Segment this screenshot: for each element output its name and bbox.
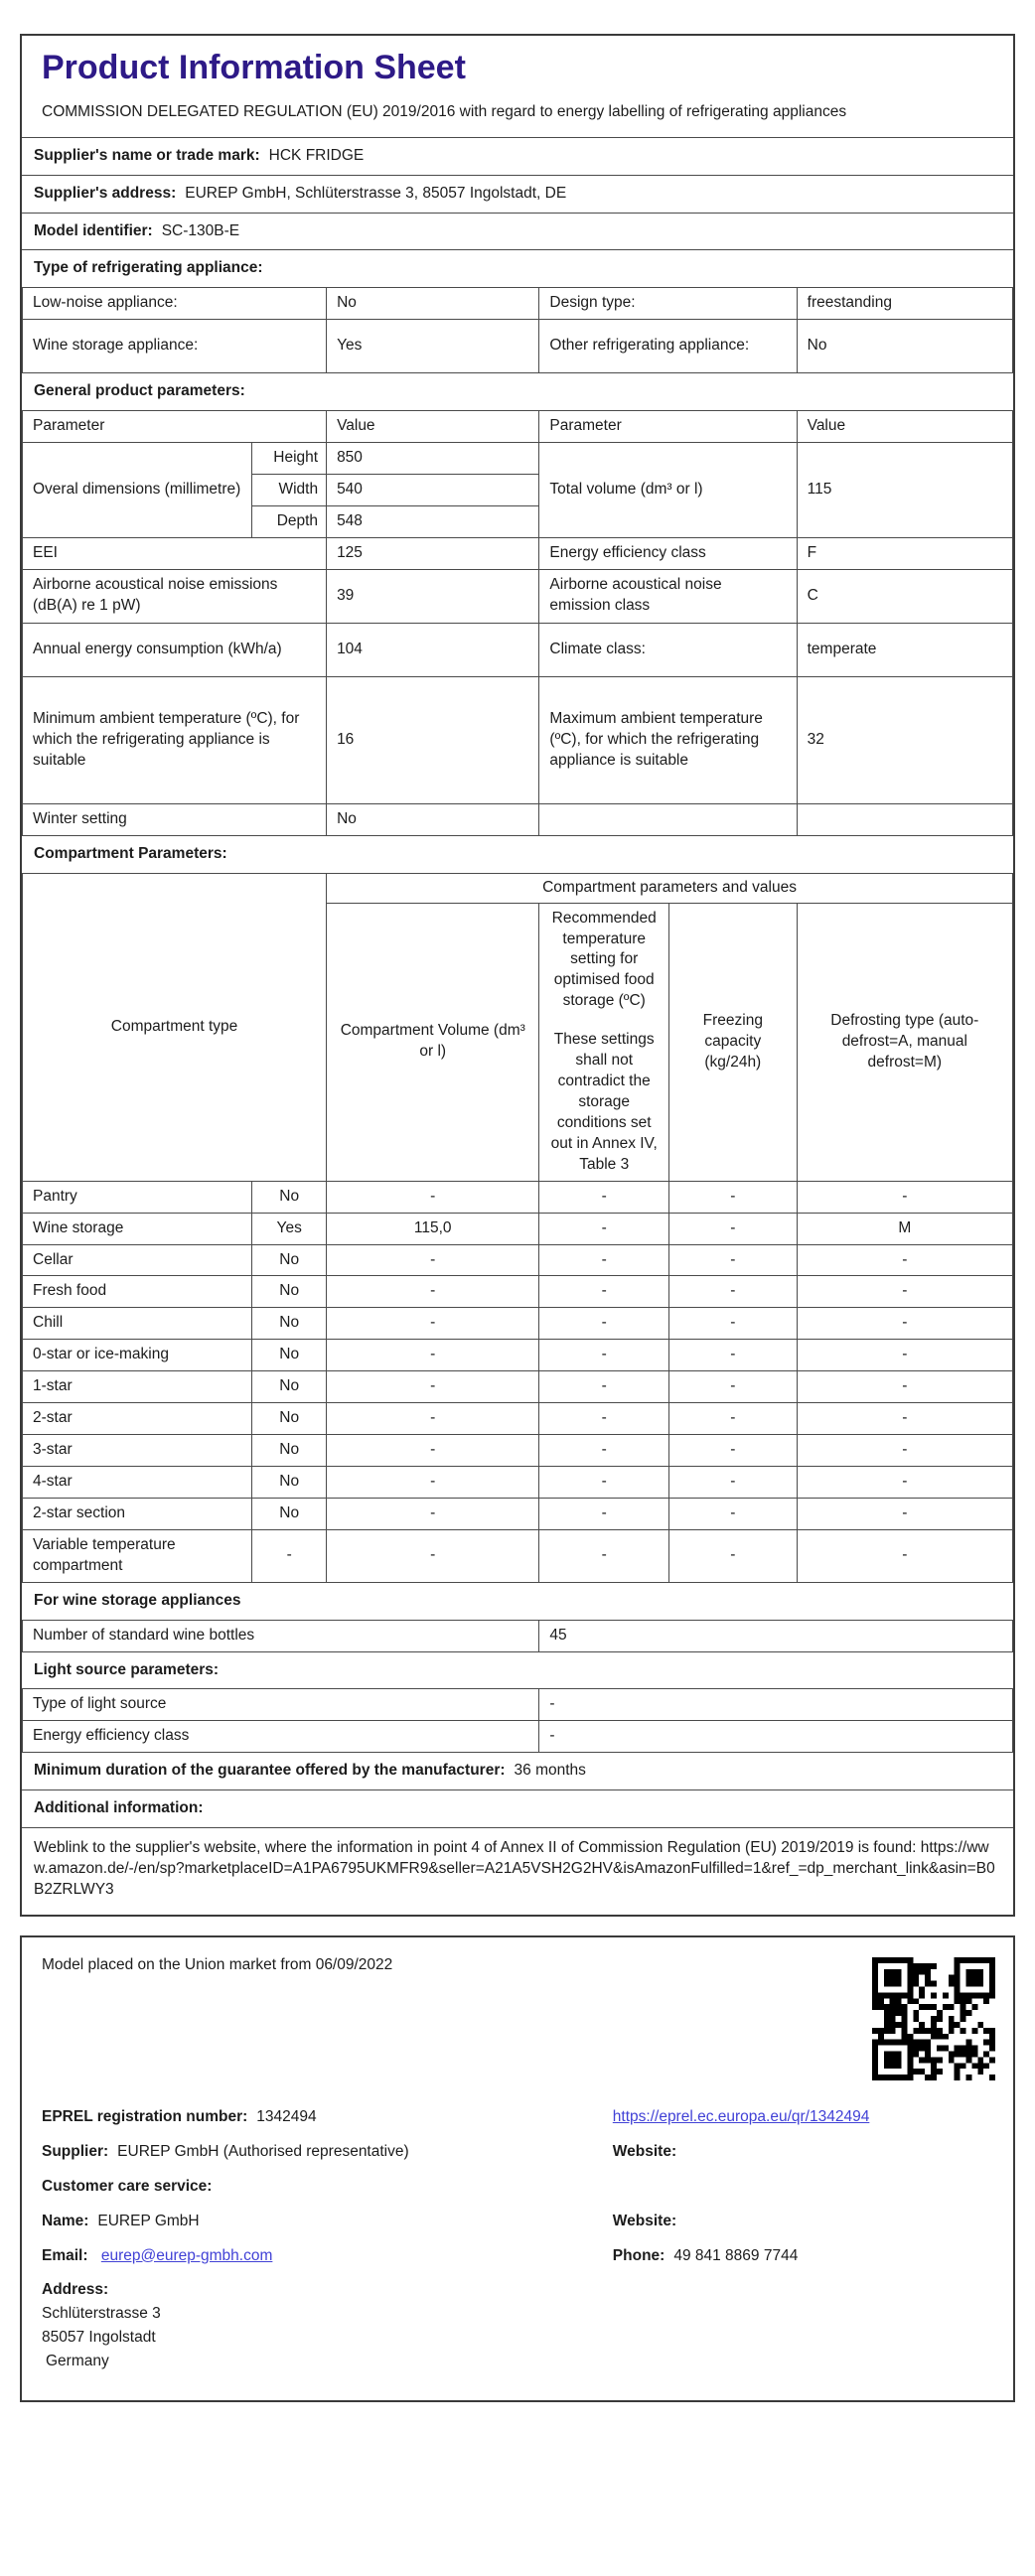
param-value: 115	[797, 443, 1012, 538]
eprel-row	[42, 2107, 993, 2128]
website-label: Website:	[612, 2212, 677, 2229]
param-label: Airborne acoustical noise emission class	[539, 569, 797, 623]
param-value: F	[797, 537, 1012, 569]
compartment-temp: -	[539, 1435, 669, 1467]
compartment-name: 2-star section	[23, 1498, 252, 1529]
compartment-present: No	[252, 1435, 327, 1467]
column-header: Value	[797, 411, 1012, 443]
compartment-temp: -	[539, 1466, 669, 1498]
eprel-label: EPREL registration number:	[42, 2107, 248, 2125]
address-label: Address:	[42, 2281, 109, 2299]
compartment-defrost: -	[797, 1276, 1012, 1308]
column-header: Compartment type	[23, 873, 327, 1181]
column-header: Parameter	[539, 411, 797, 443]
compartment-defrost: M	[797, 1213, 1012, 1244]
eprel-number: 1342494	[256, 2107, 317, 2125]
compartment-freezing: -	[669, 1244, 798, 1276]
care-email-row	[42, 2246, 993, 2267]
param-value: -	[539, 1721, 1013, 1753]
compartment-freezing: -	[669, 1435, 798, 1467]
compartment-present: Yes	[252, 1213, 327, 1244]
dimension-value: 850	[327, 443, 539, 475]
param-label: Energy efficiency class	[23, 1721, 539, 1753]
weblink-text: Weblink to the supplier's website, where the information in point 4 of Annex II of Commission Regulation (EU) 2019/2019 is found:	[34, 1839, 917, 1857]
additional-section-heading: Additional information:	[22, 1789, 1013, 1827]
compartment-row	[23, 1244, 1013, 1276]
compartment-name: Pantry	[23, 1181, 252, 1213]
compartment-volume: -	[327, 1466, 539, 1498]
compartment-volume: 115,0	[327, 1213, 539, 1244]
param-value: 16	[327, 676, 539, 803]
product-information-sheet	[20, 34, 1015, 1917]
param-label: Other refrigerating appliance:	[539, 320, 797, 373]
email-link[interactable]: eurep@eurep-gmbh.com	[100, 2246, 273, 2264]
compartment-name: 4-star	[23, 1466, 252, 1498]
compartment-defrost: -	[797, 1244, 1012, 1276]
compartment-row	[23, 1435, 1013, 1467]
compartment-name: Cellar	[23, 1244, 252, 1276]
dimension-value: 540	[327, 475, 539, 506]
table-row	[23, 1689, 1013, 1721]
weblink-url: https://www.amazon.de/-/en/sp?marketplaceID=A1PA6795UKMFR9&seller=A21A5VSH2G2HV&isAmazonFulfilled=1&ref_=dp_merchant_link&asin=B0B2ZRLWY3	[34, 1839, 995, 1898]
param-value: C	[797, 569, 1012, 623]
table-header-row	[23, 873, 1013, 903]
supplier-address-row	[22, 175, 1013, 213]
column-header: Defrosting type (auto-defrost=A, manual defrost=M)	[797, 903, 1012, 1181]
market-date-text: Model placed on the Union market from 06/09/2022	[42, 1955, 393, 1973]
param-label: Climate class:	[539, 623, 797, 676]
compartment-volume: -	[327, 1371, 539, 1403]
footer-box	[20, 1935, 1015, 2402]
address-line: Germany	[46, 2353, 109, 2370]
param-value: 32	[797, 676, 1012, 803]
model-identifier-row	[22, 213, 1013, 250]
compartment-defrost: -	[797, 1435, 1012, 1467]
compartment-present: No	[252, 1308, 327, 1340]
compartment-volume: -	[327, 1340, 539, 1371]
supplier-value: EUREP GmbH (Authorised representative)	[117, 2142, 409, 2160]
column-header-note: These settings shall not contradict the storage conditions set out in Annex IV, Table 3	[550, 1031, 658, 1173]
supplier-row	[42, 2142, 993, 2163]
table-row	[23, 320, 1013, 373]
param-label	[539, 803, 797, 835]
compartment-volume: -	[327, 1244, 539, 1276]
regulation-subtitle: COMMISSION DELEGATED REGULATION (EU) 2019/2016 with regard to energy labelling of refrigerating appliances	[42, 102, 847, 120]
light-source-table	[22, 1688, 1013, 1753]
compartment-volume: -	[327, 1529, 539, 1582]
supplier-address-value: EUREP GmbH, Schlüterstrasse 3, 85057 Ingolstadt, DE	[185, 184, 567, 202]
supplier-name-value: HCK FRIDGE	[268, 146, 365, 164]
compartment-present: No	[252, 1276, 327, 1308]
param-value: No	[327, 803, 539, 835]
compartment-temp: -	[539, 1181, 669, 1213]
column-header-text: Recommended temperature setting for optimised food storage (ºC)	[551, 909, 657, 1010]
compartment-volume: -	[327, 1435, 539, 1467]
compartment-name: Wine storage	[23, 1213, 252, 1244]
compartment-parameters-table	[22, 873, 1013, 1583]
compartment-defrost: -	[797, 1498, 1012, 1529]
dimension-value: 548	[327, 506, 539, 538]
customer-care-heading-row	[42, 2177, 993, 2198]
compartment-name: Chill	[23, 1308, 252, 1340]
compartment-freezing: -	[669, 1276, 798, 1308]
param-value: freestanding	[797, 288, 1012, 320]
weblink-paragraph	[22, 1827, 1013, 1915]
table-row	[23, 443, 1013, 475]
table-row	[23, 1620, 1013, 1651]
website-label: Website:	[612, 2142, 677, 2160]
table-row	[23, 537, 1013, 569]
compartment-freezing: -	[669, 1371, 798, 1403]
column-header: Value	[327, 411, 539, 443]
spacer	[42, 1990, 993, 2107]
table-row	[23, 1721, 1013, 1753]
compartment-defrost: -	[797, 1466, 1012, 1498]
param-label: Design type:	[539, 288, 797, 320]
compartment-temp: -	[539, 1276, 669, 1308]
table-row	[23, 288, 1013, 320]
param-label: Winter setting	[23, 803, 327, 835]
compartment-present: No	[252, 1340, 327, 1371]
supplier-name-label: Supplier's name or trade mark:	[34, 146, 260, 164]
param-label: Overal dimensions (millimetre)	[23, 443, 252, 538]
param-value: Yes	[327, 320, 539, 373]
compartment-temp: -	[539, 1244, 669, 1276]
compartment-present: -	[252, 1529, 327, 1582]
param-label: Minimum ambient temperature (ºC), for which the refrigerating appliance is suitable	[23, 676, 327, 803]
email-label: Email:	[42, 2246, 88, 2264]
param-value: 39	[327, 569, 539, 623]
compartment-row	[23, 1371, 1013, 1403]
compartment-name: 0-star or ice-making	[23, 1340, 252, 1371]
compartment-name: Variable temperature compartment	[23, 1529, 252, 1582]
address-line: 85057 Ingolstadt	[42, 2329, 156, 2347]
supplier-label: Supplier:	[42, 2142, 109, 2160]
param-label: Type of light source	[23, 1689, 539, 1721]
compartment-defrost: -	[797, 1340, 1012, 1371]
compartment-section-heading: Compartment Parameters:	[34, 844, 227, 862]
compartment-freezing: -	[669, 1308, 798, 1340]
compartment-freezing: -	[669, 1498, 798, 1529]
name-value: EUREP GmbH	[97, 2212, 200, 2229]
param-value: 45	[539, 1620, 1013, 1651]
compartment-volume: -	[327, 1403, 539, 1435]
compartment-present: No	[252, 1403, 327, 1435]
guarantee-value: 36 months	[514, 1762, 586, 1780]
column-header: Parameter	[23, 411, 327, 443]
compartment-row	[23, 1340, 1013, 1371]
compartment-freezing: -	[669, 1529, 798, 1582]
compartment-name: 2-star	[23, 1403, 252, 1435]
table-row	[23, 803, 1013, 835]
compartment-row	[23, 1181, 1013, 1213]
column-header: Freezing capacity (kg/24h)	[669, 903, 798, 1181]
compartment-row	[23, 1498, 1013, 1529]
compartment-row	[23, 1403, 1013, 1435]
compartment-temp: -	[539, 1403, 669, 1435]
eprel-link[interactable]: https://eprel.ec.europa.eu/qr/1342494	[612, 2107, 870, 2125]
compartment-temp: -	[539, 1498, 669, 1529]
param-value: No	[327, 288, 539, 320]
compartment-row	[23, 1308, 1013, 1340]
customer-care-heading: Customer care service:	[42, 2177, 213, 2195]
param-label: Number of standard wine bottles	[23, 1620, 539, 1651]
table-header-row	[23, 411, 1013, 443]
address-line: Schlüterstrasse 3	[42, 2305, 161, 2323]
light-section-heading: Light source parameters:	[34, 1660, 220, 1678]
param-label: Wine storage appliance:	[23, 320, 327, 373]
compartment-row	[23, 1529, 1013, 1582]
guarantee-row	[22, 1753, 1013, 1789]
compartment-name: 1-star	[23, 1371, 252, 1403]
table-row	[23, 623, 1013, 676]
address-heading-row	[42, 2280, 993, 2301]
compartment-row	[23, 1466, 1013, 1498]
title-block	[22, 36, 1013, 137]
compartment-defrost: -	[797, 1308, 1012, 1340]
compartment-freezing: -	[669, 1340, 798, 1371]
compartment-temp: -	[539, 1340, 669, 1371]
param-label: Maximum ambient temperature (ºC), for which the refrigerating appliance is suitable	[539, 676, 797, 803]
param-value: No	[797, 320, 1012, 373]
param-label: Airborne acoustical noise emissions (dB(A) re 1 pW)	[23, 569, 327, 623]
compartment-name: 3-star	[23, 1435, 252, 1467]
param-value	[797, 803, 1012, 835]
wine-bottles-table	[22, 1620, 1013, 1652]
table-row	[23, 676, 1013, 803]
compartment-volume: -	[327, 1276, 539, 1308]
care-name-row	[42, 2212, 993, 2232]
param-value: 125	[327, 537, 539, 569]
phone-value: 49 841 8869 7744	[673, 2246, 799, 2264]
compartment-defrost: -	[797, 1181, 1012, 1213]
compartment-row	[23, 1276, 1013, 1308]
compartment-volume: -	[327, 1498, 539, 1529]
column-header: Compartment Volume (dm³ or l)	[327, 903, 539, 1181]
market-date-row	[42, 1955, 993, 1976]
compartment-defrost: -	[797, 1529, 1012, 1582]
compartment-volume: -	[327, 1308, 539, 1340]
column-header	[539, 903, 669, 1181]
compartment-freezing: -	[669, 1466, 798, 1498]
compartment-temp: -	[539, 1308, 669, 1340]
param-value: -	[539, 1689, 1013, 1721]
param-label: Low-noise appliance:	[23, 288, 327, 320]
supplier-address-label: Supplier's address:	[34, 184, 177, 202]
qr-code	[872, 1957, 995, 2080]
param-label: Energy efficiency class	[539, 537, 797, 569]
compartment-defrost: -	[797, 1371, 1012, 1403]
model-identifier-label: Model identifier:	[34, 221, 153, 239]
param-label: Total volume (dm³ or l)	[539, 443, 797, 538]
param-label: Annual energy consumption (kWh/a)	[23, 623, 327, 676]
param-label: EEI	[23, 537, 327, 569]
compartment-freezing: -	[669, 1213, 798, 1244]
wine-section-heading: For wine storage appliances	[34, 1591, 241, 1609]
compartment-name: Fresh food	[23, 1276, 252, 1308]
param-value: temperate	[797, 623, 1012, 676]
compartment-temp: -	[539, 1529, 669, 1582]
phone-label: Phone:	[612, 2246, 665, 2264]
dimension-label: Width	[252, 475, 327, 506]
compartment-present: No	[252, 1244, 327, 1276]
general-section-heading: General product parameters:	[34, 382, 245, 400]
compartment-present: No	[252, 1371, 327, 1403]
compartment-present: No	[252, 1181, 327, 1213]
param-value: 104	[327, 623, 539, 676]
compartment-defrost: -	[797, 1403, 1012, 1435]
compartment-freezing: -	[669, 1403, 798, 1435]
compartment-volume: -	[327, 1181, 539, 1213]
table-row	[23, 569, 1013, 623]
compartment-row	[23, 1213, 1013, 1244]
group-header: Compartment parameters and values	[327, 873, 1013, 903]
compartment-freezing: -	[669, 1181, 798, 1213]
general-parameters-table	[22, 410, 1013, 836]
dimension-label: Depth	[252, 506, 327, 538]
type-of-appliance-table	[22, 287, 1013, 373]
compartment-temp: -	[539, 1371, 669, 1403]
supplier-name-row	[22, 137, 1013, 175]
type-section-heading: Type of refrigerating appliance:	[22, 249, 1013, 287]
compartment-present: No	[252, 1498, 327, 1529]
model-identifier-value: SC-130B-E	[161, 221, 240, 239]
compartment-present: No	[252, 1466, 327, 1498]
dimension-label: Height	[252, 443, 327, 475]
page-title: Product Information Sheet	[42, 49, 466, 86]
guarantee-label: Minimum duration of the guarantee offered by the manufacturer:	[34, 1762, 506, 1780]
compartment-temp: -	[539, 1213, 669, 1244]
name-label: Name:	[42, 2212, 89, 2229]
